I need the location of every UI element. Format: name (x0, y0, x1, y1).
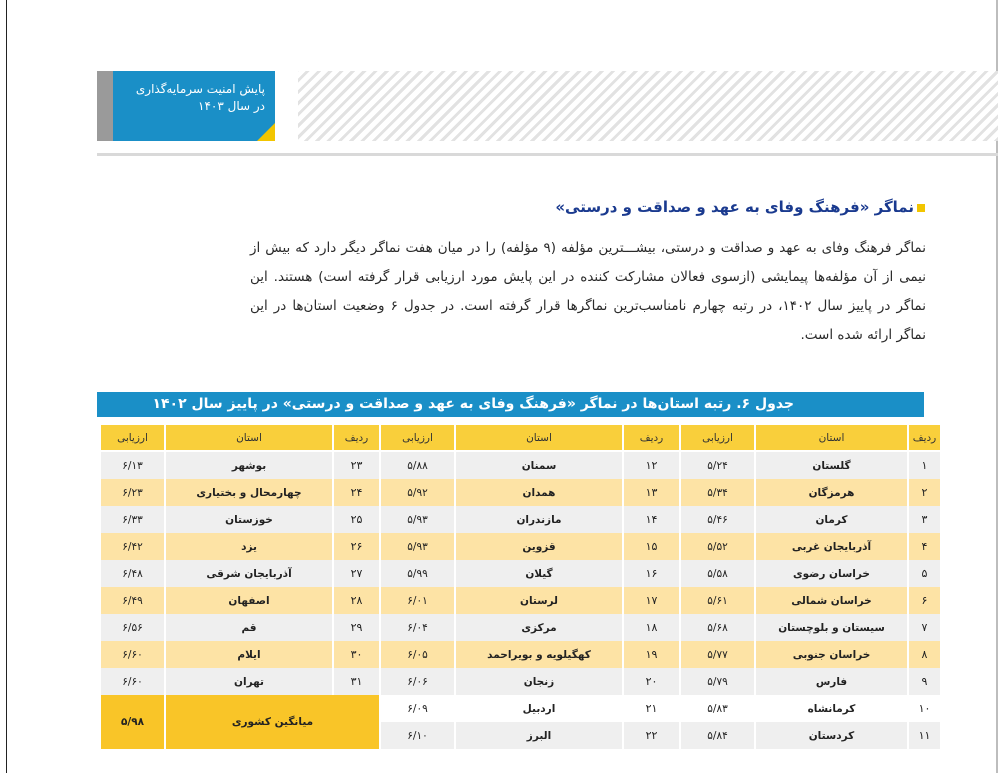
national-average-value: ۵/۹۸ (101, 695, 164, 749)
cell-province: آذربایجان غربی (756, 533, 907, 560)
cell-score: ۵/۶۸ (681, 614, 754, 641)
cell-province: قزوین (456, 533, 622, 560)
cell-score: ۵/۹۳ (381, 533, 454, 560)
cell-rank: ۲۸ (334, 587, 379, 614)
table-row (101, 587, 940, 614)
cell-province: هرمزگان (756, 479, 907, 506)
section-heading-text: نماگر «فرهنگ وفای به عهد و صداقت و درستی» (555, 198, 914, 216)
cell-score: ۵/۴۶ (681, 506, 754, 533)
cell-province: کردستان (756, 722, 907, 749)
table-row (101, 479, 940, 506)
header-corner-triangle (257, 123, 275, 141)
cell-rank: ۵ (909, 560, 940, 587)
cell-score: ۶/۱۰ (381, 722, 454, 749)
cell-rank: ۳۱ (334, 668, 379, 695)
cell-rank: ۱۰ (909, 695, 940, 722)
cell-rank: ۲۹ (334, 614, 379, 641)
column-header-rank: ردیف (624, 425, 679, 452)
cell-rank: ۱۵ (624, 533, 679, 560)
cell-score: ۵/۶۱ (681, 587, 754, 614)
cell-province: فارس (756, 668, 907, 695)
heading-bullet-icon (917, 204, 925, 212)
cell-province: البرز (456, 722, 622, 749)
cell-province: تهران (166, 668, 332, 695)
cell-score: ۶/۶۰ (101, 668, 164, 695)
cell-score: ۶/۰۴ (381, 614, 454, 641)
cell-score: ۶/۰۱ (381, 587, 454, 614)
cell-rank: ۲۴ (334, 479, 379, 506)
cell-province: زنجان (456, 668, 622, 695)
cell-score: ۶/۴۲ (101, 533, 164, 560)
cell-province: مازندران (456, 506, 622, 533)
cell-score: ۶/۲۳ (101, 479, 164, 506)
table-title: جدول ۶. رتبه استان‌ها در نماگر «فرهنگ وفای به عهد و صداقت و درستی» در پاییز سال ۱۴۰۲ (97, 392, 924, 417)
cell-rank: ۳ (909, 506, 940, 533)
running-header (113, 71, 275, 141)
header-gray-tab (97, 71, 113, 141)
cell-rank: ۱۷ (624, 587, 679, 614)
cell-province: خراسان شمالی (756, 587, 907, 614)
cell-province: آذربایجان شرقی (166, 560, 332, 587)
cell-province: چهارمحال و بختیاری (166, 479, 332, 506)
header-rule (97, 153, 998, 156)
cell-rank: ۹ (909, 668, 940, 695)
cell-score: ۵/۷۹ (681, 668, 754, 695)
cell-province: سیستان و بلوچستان (756, 614, 907, 641)
cell-score: ۵/۵۸ (681, 560, 754, 587)
header-stripe-pattern (298, 71, 998, 141)
national-average-label: میانگین کشوری (166, 695, 379, 749)
cell-score: ۵/۹۳ (381, 506, 454, 533)
province-ranking-table (99, 425, 937, 749)
column-header-score: ارزیابی (101, 425, 164, 452)
column-header-rank: ردیف (334, 425, 379, 452)
table-header-row (101, 425, 940, 452)
cell-score: ۶/۰۶ (381, 668, 454, 695)
cell-score: ۶/۱۳ (101, 452, 164, 479)
cell-province: کهگیلویه و بویراحمد (456, 641, 622, 668)
cell-province: بوشهر (166, 452, 332, 479)
cell-rank: ۱۴ (624, 506, 679, 533)
cell-rank: ۲۱ (624, 695, 679, 722)
page-edge (6, 0, 7, 773)
cell-score: ۵/۲۴ (681, 452, 754, 479)
cell-province: کرمانشاه (756, 695, 907, 722)
cell-rank: ۲۲ (624, 722, 679, 749)
column-header-rank: ردیف (909, 425, 940, 452)
cell-province: خراسان جنوبی (756, 641, 907, 668)
cell-score: ۵/۹۹ (381, 560, 454, 587)
cell-score: ۶/۰۹ (381, 695, 454, 722)
cell-score: ۶/۳۳ (101, 506, 164, 533)
table-body (101, 452, 940, 749)
cell-province: ایلام (166, 641, 332, 668)
cell-province: مرکزی (456, 614, 622, 641)
section-heading (300, 196, 925, 218)
cell-province: خوزستان (166, 506, 332, 533)
column-header-score: ارزیابی (381, 425, 454, 452)
cell-score: ۵/۸۴ (681, 722, 754, 749)
cell-score: ۵/۵۲ (681, 533, 754, 560)
body-paragraph: نماگر فرهنگ وفای به عهد و صداقت و درستی، بیشـــترین مؤلفه (۹ مؤلفه) را در میان هفت نماگر دیگر دارد که بیش از نیمی از آن مؤلفه‌ها پیمایشی (ازسوی فعالان مشارکت کننده در این پایش مورد ارزیابی قرار گرفته است) هستند. این نماگر در پاییز سال ۱۴۰۲، در رتبه چهارم نامناسب‌ترین نماگرها قرار گرفته است. در جدول ۶ وضعیت استان‌ها در این نماگر ارائه شده است. (250, 240, 926, 343)
cell-rank: ۷ (909, 614, 940, 641)
cell-rank: ۲۶ (334, 533, 379, 560)
cell-score: ۶/۴۸ (101, 560, 164, 587)
cell-score: ۵/۳۴ (681, 479, 754, 506)
cell-province: قم (166, 614, 332, 641)
cell-score: ۶/۴۹ (101, 587, 164, 614)
table-row (101, 533, 940, 560)
cell-score: ۵/۷۷ (681, 641, 754, 668)
cell-province: گیلان (456, 560, 622, 587)
cell-score: ۵/۸۳ (681, 695, 754, 722)
table-row (101, 614, 940, 641)
cell-province: اردبیل (456, 695, 622, 722)
cell-score: ۶/۵۶ (101, 614, 164, 641)
table-row (101, 452, 940, 479)
cell-rank: ۲۰ (624, 668, 679, 695)
cell-rank: ۱۱ (909, 722, 940, 749)
running-header-line1: پایش امنیت سرمایه‌گذاری (135, 82, 265, 96)
cell-province: یزد (166, 533, 332, 560)
cell-province: سمنان (456, 452, 622, 479)
cell-rank: ۱۸ (624, 614, 679, 641)
cell-score: ۶/۶۰ (101, 641, 164, 668)
column-header-score: ارزیابی (681, 425, 754, 452)
column-header-province: استان (166, 425, 332, 452)
cell-rank: ۲۳ (334, 452, 379, 479)
cell-rank: ۱۹ (624, 641, 679, 668)
table-row (101, 506, 940, 533)
cell-rank: ۱ (909, 452, 940, 479)
cell-rank: ۸ (909, 641, 940, 668)
cell-province: کرمان (756, 506, 907, 533)
cell-rank: ۲۵ (334, 506, 379, 533)
cell-rank: ۳۰ (334, 641, 379, 668)
cell-score: ۵/۸۸ (381, 452, 454, 479)
cell-rank: ۲۷ (334, 560, 379, 587)
cell-score: ۵/۹۲ (381, 479, 454, 506)
cell-score: ۶/۰۵ (381, 641, 454, 668)
column-header-province: استان (756, 425, 907, 452)
cell-province: همدان (456, 479, 622, 506)
table-row (101, 641, 940, 668)
column-header-province: استان (456, 425, 622, 452)
table-row (101, 668, 940, 695)
cell-rank: ۱۲ (624, 452, 679, 479)
cell-province: اصفهان (166, 587, 332, 614)
table-row (101, 695, 940, 722)
cell-rank: ۱۳ (624, 479, 679, 506)
cell-province: لرستان (456, 587, 622, 614)
table-row (101, 560, 940, 587)
cell-province: گلستان (756, 452, 907, 479)
cell-province: خراسان رضوی (756, 560, 907, 587)
cell-rank: ۴ (909, 533, 940, 560)
cell-rank: ۶ (909, 587, 940, 614)
cell-rank: ۱۶ (624, 560, 679, 587)
running-header-line2: در سال ۱۴۰۳ (198, 99, 265, 113)
cell-rank: ۲ (909, 479, 940, 506)
